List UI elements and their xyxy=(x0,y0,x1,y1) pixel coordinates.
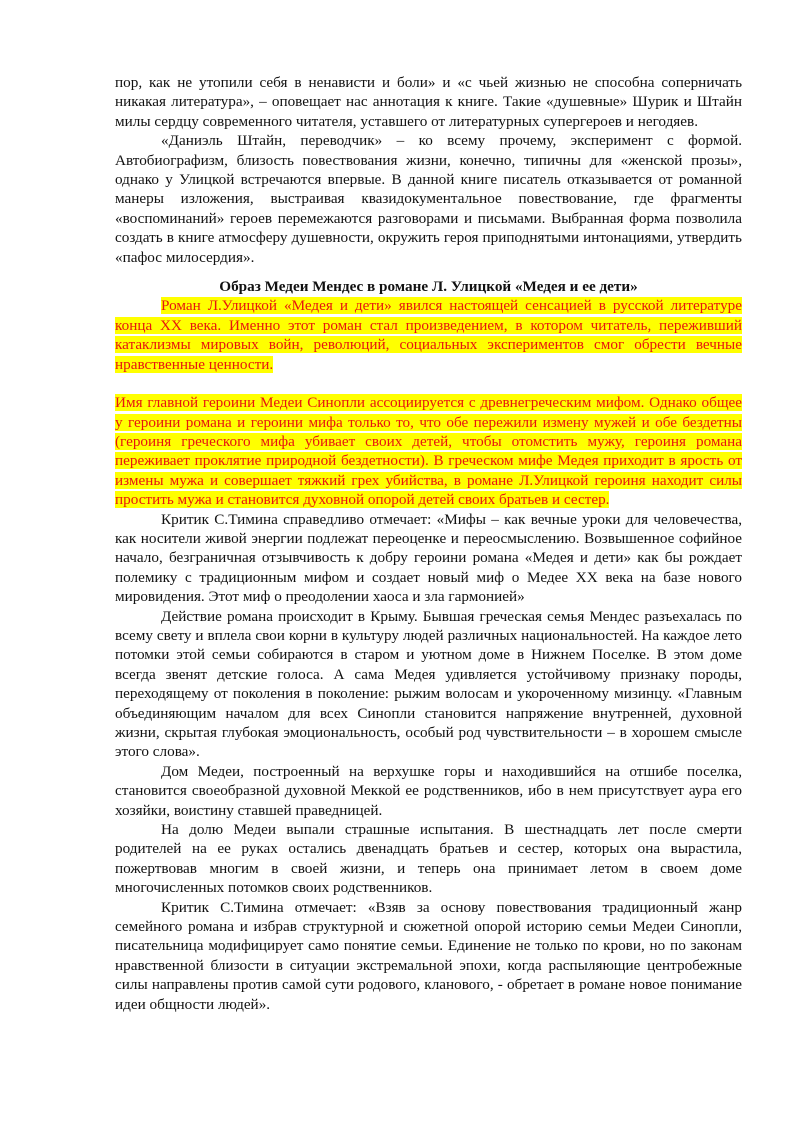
blank-line xyxy=(115,374,742,393)
paragraph: На долю Медеи выпали страшные испытания. В шестнадцать лет после смерти родителей на ее руках остались двенадцать братьев и сестер, которых она вырастила, пожертвовав многим в своей жизни, и теперь она принимает летом в своем доме многочисленных потомков своих родственников. xyxy=(115,821,742,897)
paragraph: пор, как не утопили себя в ненависти и боли» и «с чьей жизнью не способна соперничать никакая литература», – оповещает нас аннотация к книге. Такие «душевные» Шурик и Штайн милы сердцу современного читателя, уставшего от литературных супергероев и негодяев. xyxy=(115,74,742,130)
highlighted-paragraph xyxy=(115,296,742,374)
highlighted-text: Роман Л.Улицкой «Медея и дети» явился настоящей сенсацией в русской литературе конца XX века. Именно этот роман стал произведением, в котором читатель, переживший катаклизмы мировых войн, революций, социальных экспериментов смог обрести вечные нравственные ценности. xyxy=(115,297,742,373)
highlighted-paragraph xyxy=(115,393,742,509)
paragraph: Действие романа происходит в Крыму. Бывшая греческая семья Мендес разъехалась по всему свету и вплела свои корни в культуру людей различных национальностей. На каждое лето потомки этой семьи собираются в старом и уютном доме в Нижнем Поселке. В этом доме всегда звенят детские голоса. А сама Медея удивляется устойчивому признаку породы, переходящему от поколения в поколение: рыжим волосам и укороченному мизинцу. «Главным объединяющим началом для всех Синопли становится напряжение внутренней, духовной жизни, скрытая глубокая эмоциональность, особый род чувствительности – в хорошем смысле этого слова». xyxy=(115,607,742,761)
paragraph: «Даниэль Штайн, переводчик» – ко всему прочему, эксперимент с формой. Автобиографизм, близость повествования жизни, конечно, типичны для «женской прозы», однако у Улицкой встречаются впервые. В данной книге писатель отказывается от романной манеры изложения, выстраивая квазидокументальное повествование, где фрагменты «воспоминаний» героев перемежаются разговорами и письмами. Выбранная форма позволила создать в книге атмосферу душевности, окружить героя приподнятыми интонациями, утвердить «пафос милосердия». xyxy=(115,132,742,266)
section-title: Образ Медеи Мендес в романе Л. Улицкой «Медея и ее дети» xyxy=(219,278,638,296)
document-page xyxy=(115,73,742,1014)
paragraph: Критик С.Тимина справедливо отмечает: «Мифы – как вечные уроки для человечества, как носители живой энергии подлежат переоценке и переосмыслению. Возвышенное софийное начало, безграничная отзывчивость к добру героини романа «Медея и дети» как бы рождает полемику с традиционным мифом и создает новый миф о Медее XX века на базе нового мировидения. Этот миф о преодолении хаоса и зла гармонией» xyxy=(115,510,742,606)
paragraph: Дом Медеи, построенный на верхушке горы и находившийся на отшибе поселка, становится своеобразной духовной Меккой ее родственников, ибо в нем присутствует аура его хозяйки, воистину ставшей праведницей. xyxy=(115,762,742,819)
paragraph: Критик С.Тимина отмечает: «Взяв за основу повествования традиционный жанр семейного романа и избрав структурной и сюжетной опорой историю семьи Медеи Синопли, писательница модифицирует само понятие семьи. Единение не только по крови, но по законам нравственной близости в ситуации экстремальной эпохи, когда распыляющие центробежные силы направлены против самой сути родового, кланового, - обретает в романе новое понимание идеи общности людей». xyxy=(115,898,742,1013)
highlighted-text: Имя главной героини Медеи Синопли ассоциируется с древнегреческим мифом. Однако общее у героини романа и героини мифа только то, что обе пережили измену мужей и обе бездетны (героиня греческого мифа убивает своих детей, чтобы отомстить мужу, героиня романа переживает проклятие природной бездетности). В греческом мифе Медея приходит в ярость от измены мужа и совершает тяжкий грех убийства, в романе Л.Улицкой героиня находит силы простить мужа и становится духовной опорой детей своих братьев и сестер. xyxy=(115,394,742,509)
